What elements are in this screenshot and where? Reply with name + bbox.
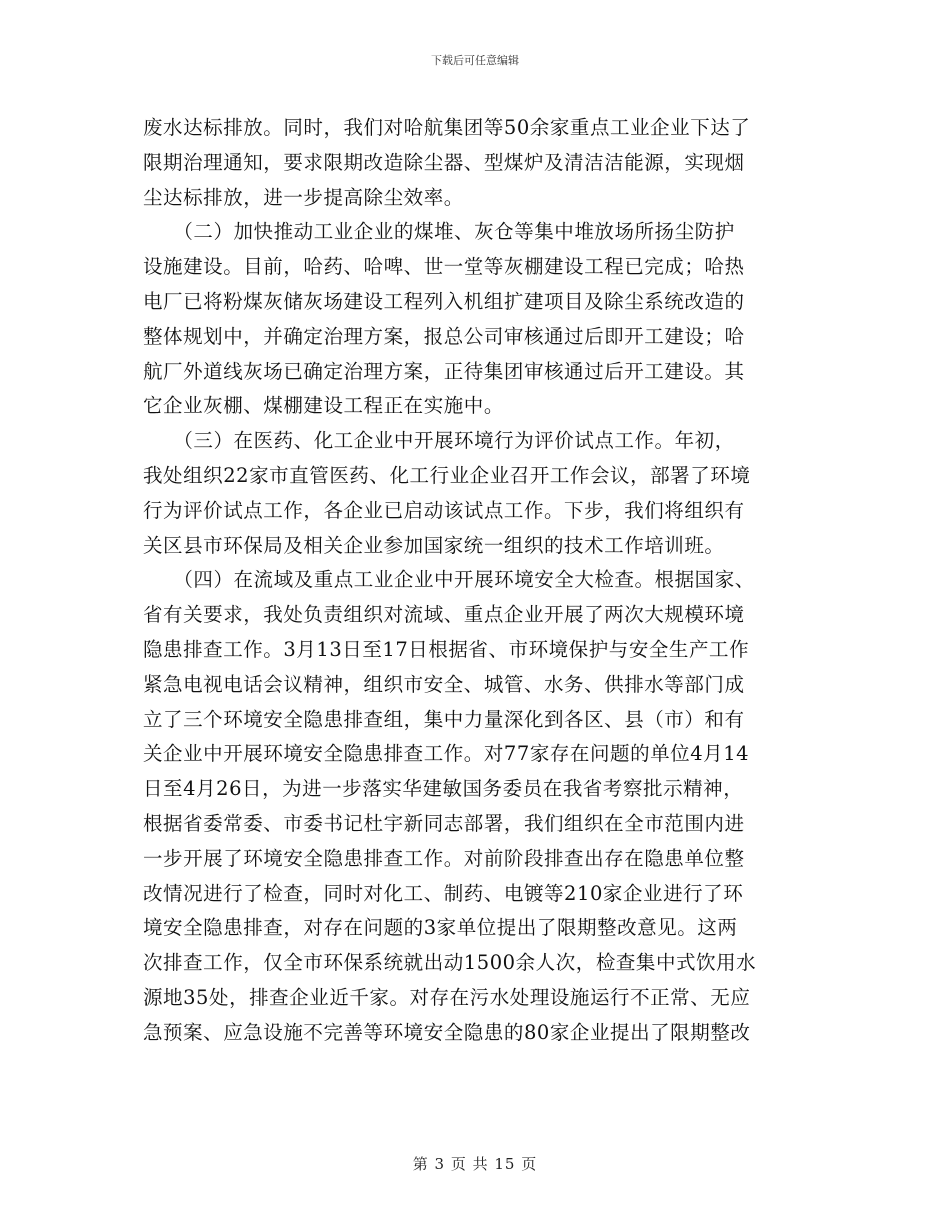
text-line: 隐患排查工作。3月13日至17日根据省、市环境保护与安全生产工作 — [143, 637, 750, 661]
text-line: 急预案、应急设施不完善等环境安全隐患的80家企业提出了限期整改 — [143, 1020, 751, 1044]
text-line: 它企业灰棚、煤棚建设工程正在实施中。 — [143, 394, 504, 418]
text-line: 紧急电视电话会议精神，组织市安全、城管、水务、供排水等部门成 — [143, 672, 745, 696]
text-line: 立了三个环境安全隐患排查组，集中力量深化到各区、县（市）和有 — [143, 707, 745, 731]
text-line: 电厂已将粉煤灰储灰场建设工程列入机组扩建项目及除尘系统改造的 — [143, 289, 745, 313]
text-line: （三）在医药、化工企业中开展环境行为评价试点工作。年初， — [143, 429, 735, 453]
text-line: 改情况进行了检查，同时对化工、制药、电镀等210家企业进行了环 — [143, 881, 744, 905]
text-line: 我处组织22家市直管医药、化工行业企业召开工作会议，部署了环境 — [143, 463, 751, 487]
text-line: 源地35处，排查企业近千家。对存在污水处理设施运行不正常、无应 — [143, 985, 751, 1009]
text-line: 次排查工作，仅全市环保系统就出动1500余人次，检查集中式饮用水 — [143, 951, 757, 975]
text-line: 行为评价试点工作，各企业已启动该试点工作。下步，我们将组织有 — [143, 498, 745, 522]
text-line: 整体规划中，并确定治理方案，报总公司审核通过后即开工建设；哈 — [143, 324, 745, 348]
text-line: 关区县市环保局及相关企业参加国家统一组织的技术工作培训班。 — [143, 533, 725, 557]
page-header: 下载后可任意编辑 — [431, 54, 519, 67]
text-line: 尘达标排放，进一步提高除尘效率。 — [143, 185, 464, 209]
text-line: 一步开展了环境安全隐患排查工作。对前阶段排查出存在隐患单位整 — [143, 846, 745, 870]
text-line: 根据省委常委、市委书记杜宇新同志部署，我们组织在全市范围内进 — [143, 811, 745, 835]
text-line: （四）在流域及重点工业企业中开展环境安全大检查。根据国家、 — [143, 568, 755, 592]
text-line: 设施建设。目前，哈药、哈啤、世一堂等灰棚建设工程已完成；哈热 — [143, 255, 745, 279]
text-line: （二）加快推动工业企业的煤堆、灰仓等集中堆放场所扬尘防护 — [143, 220, 735, 244]
text-line: 日至4月26日，为进一步落实华建敏国务委员在我省考察批示精神， — [143, 777, 744, 801]
text-line: 限期治理通知，要求限期改造除尘器、型煤炉及清洁洁能源，实现烟 — [143, 150, 745, 174]
page-footer: 第 3 页 共 15 页 — [412, 1155, 538, 1173]
text-line: 废水达标排放。同时，我们对哈航集团等50余家重点工业企业下达了 — [143, 116, 751, 139]
text-line: 航厂外道线灰场已确定治理方案，正待集团审核通过后开工建设。其 — [143, 359, 745, 383]
text-line: 省有关要求，我处负责组织对流域、重点企业开展了两次大规模环境 — [143, 603, 745, 627]
text-line: 关企业中开展环境安全隐患排查工作。对77家存在问题的单位4月14 — [143, 742, 750, 766]
text-line: 境安全隐患排查，对存在问题的3家单位提出了限期整改意见。这两 — [143, 916, 738, 940]
document-body — [143, 111, 807, 1051]
